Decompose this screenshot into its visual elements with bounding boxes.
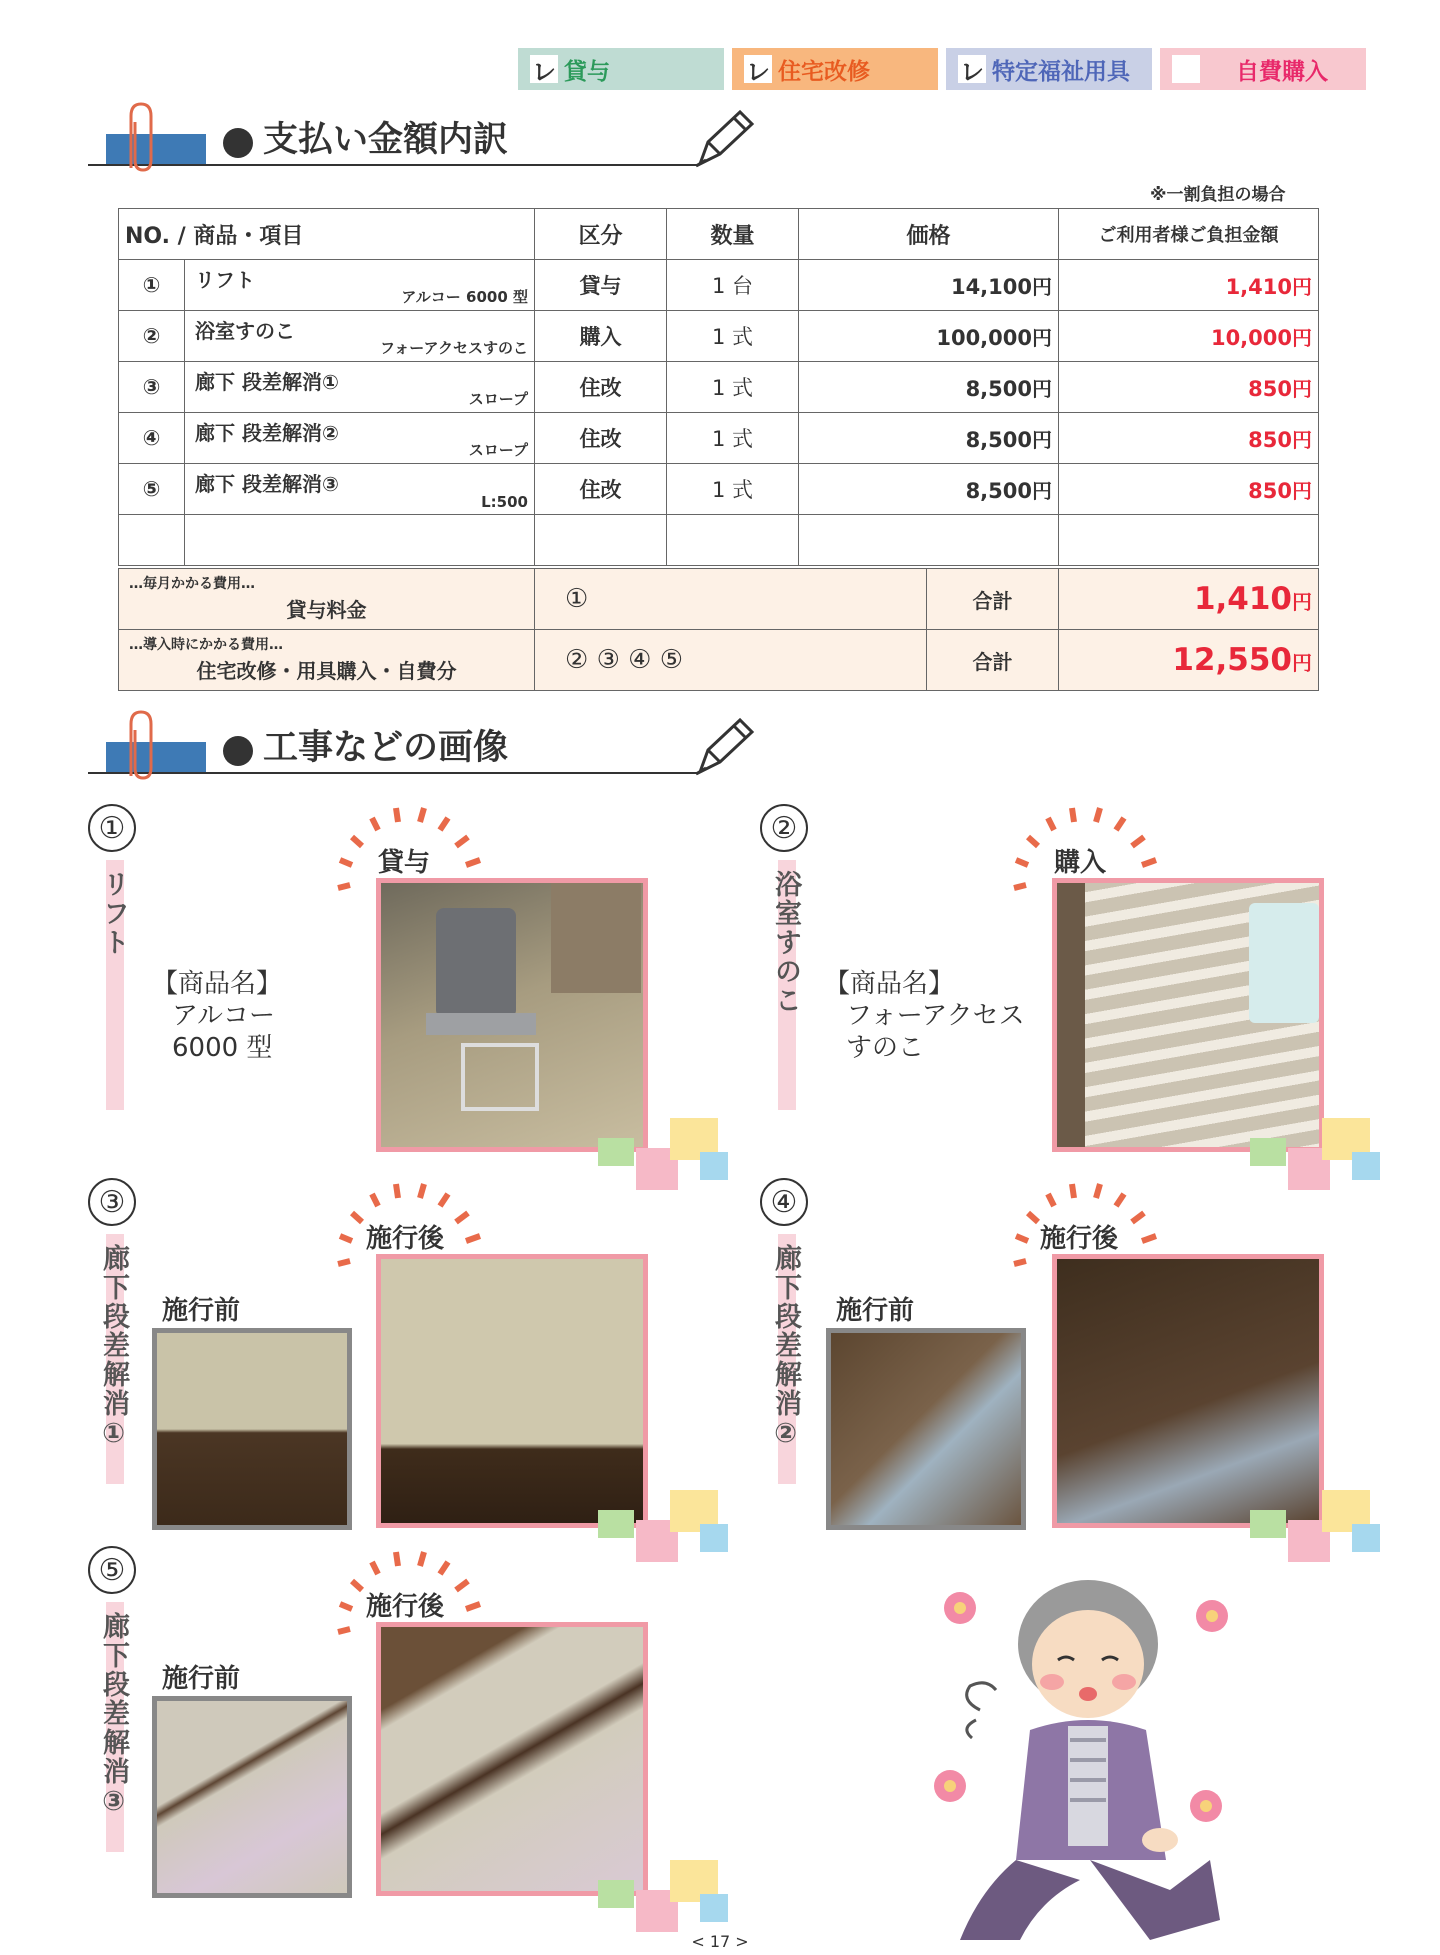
- section-title: 支払い金額内訳: [263, 120, 509, 160]
- photo-before: [826, 1328, 1026, 1530]
- item-number: ③: [88, 1178, 136, 1226]
- row-price: 8,500: [965, 478, 1032, 503]
- row-quantity: 1 式: [667, 311, 799, 362]
- summary-total-cell: [1059, 569, 1319, 630]
- photo-tag: 施行後: [366, 1224, 445, 1254]
- tag-label: 住宅改修: [778, 58, 870, 85]
- before-label: 施行前: [162, 1664, 241, 1694]
- row-category: 購入: [535, 311, 667, 362]
- yen-unit: 円: [1032, 478, 1052, 503]
- product-name-line: フォーアクセス: [846, 1001, 1025, 1031]
- header-price: 価格: [799, 209, 1059, 260]
- summary-items: ①: [535, 569, 927, 630]
- summary-total-cell: [1059, 630, 1319, 691]
- tag-label: 特定福祉用具: [992, 58, 1130, 85]
- photo-before: [152, 1696, 352, 1898]
- product-name-line: すのこ: [846, 1033, 925, 1063]
- yen-unit: 円: [1292, 590, 1312, 614]
- yen-unit: 円: [1292, 325, 1312, 350]
- row-burden-cell: [1059, 464, 1319, 515]
- photo-tag: 購入: [1054, 848, 1107, 878]
- row-burden: 850: [1248, 478, 1292, 503]
- deco-squares: [598, 1108, 728, 1198]
- before-label: 施行前: [836, 1296, 915, 1326]
- row-price-cell: [799, 413, 1059, 464]
- yen-unit: 円: [1032, 325, 1052, 350]
- deco-squares: [1250, 1480, 1380, 1570]
- section-title: 工事などの画像: [263, 728, 509, 768]
- yen-unit: 円: [1292, 478, 1312, 503]
- row-number: ②: [119, 311, 185, 362]
- row-sub: スロープ: [468, 441, 528, 459]
- product-name-line: 6000 型: [172, 1033, 273, 1063]
- section-header-payment: [88, 110, 698, 170]
- row-name-cell: [185, 311, 535, 362]
- deco-squares: [598, 1850, 728, 1940]
- row-name-cell: [185, 260, 535, 311]
- before-label: 施行前: [162, 1296, 241, 1326]
- product-name-line: アルコー: [172, 1001, 275, 1031]
- row-burden: 850: [1248, 427, 1292, 452]
- row-burden: 1,410: [1225, 274, 1292, 299]
- pen-icon: [690, 108, 760, 170]
- row-sub: アルコー 6000 型: [401, 288, 528, 306]
- row-name: 廊下 段差解消①: [195, 370, 339, 394]
- table-row: [119, 260, 1319, 311]
- tag-housing-renovation: [732, 48, 938, 90]
- tag-rental: [518, 48, 724, 90]
- header-category: 区分: [535, 209, 667, 260]
- row-quantity: 1 式: [667, 464, 799, 515]
- yen-unit: 円: [1292, 427, 1312, 452]
- row-burden: 10,000: [1210, 325, 1292, 350]
- header-burden: ご利用者様ご負担金額: [1059, 209, 1319, 260]
- row-price: 100,000: [936, 325, 1032, 350]
- summary-table: [118, 568, 1319, 691]
- bullet-icon: [223, 736, 253, 766]
- section-header-images: [88, 718, 698, 778]
- item-vertical-label: 廊下段差解消③: [98, 1612, 129, 1819]
- summary-row-monthly: [119, 569, 1319, 630]
- row-category: 貸与: [535, 260, 667, 311]
- row-price: 8,500: [965, 376, 1032, 401]
- summary-label-small: …導入時にかかる費用…: [129, 637, 283, 653]
- photo-tag: 施行後: [366, 1592, 445, 1622]
- yen-unit: 円: [1292, 651, 1312, 675]
- table-row: [119, 413, 1319, 464]
- yen-unit: 円: [1032, 427, 1052, 452]
- summary-label: 貸与料金: [286, 598, 367, 622]
- row-burden-cell: [1059, 311, 1319, 362]
- row-number: ⑤: [119, 464, 185, 515]
- check-box: [1172, 55, 1200, 83]
- row-name-cell: [185, 362, 535, 413]
- row-quantity: 1 式: [667, 413, 799, 464]
- row-price-cell: [799, 260, 1059, 311]
- summary-total-label: 合計: [927, 569, 1059, 630]
- row-name-cell: [185, 413, 535, 464]
- check-box: レ: [958, 55, 986, 83]
- summary-label: 住宅改修・用具購入・自費分: [196, 659, 457, 683]
- summary-row-initial: [119, 630, 1319, 691]
- row-category: 住改: [535, 413, 667, 464]
- table-header-row: [119, 209, 1319, 260]
- check-box: レ: [744, 55, 772, 83]
- item-vertical-label: リフト: [98, 870, 129, 957]
- tag-label: 貸与: [564, 58, 610, 85]
- row-quantity: 1 台: [667, 260, 799, 311]
- yen-unit: 円: [1032, 274, 1052, 299]
- summary-label-cell: [119, 569, 535, 630]
- row-category: 住改: [535, 464, 667, 515]
- row-name: リフト: [195, 268, 255, 292]
- row-burden-cell: [1059, 362, 1319, 413]
- yen-unit: 円: [1032, 376, 1052, 401]
- header-item: NO. / 商品・項目: [119, 209, 535, 260]
- item-vertical-label: 廊下段差解消①: [98, 1244, 129, 1451]
- row-burden-cell: [1059, 413, 1319, 464]
- row-sub: L:500: [481, 493, 528, 511]
- deco-squares: [1250, 1108, 1380, 1198]
- row-price: 8,500: [965, 427, 1032, 452]
- row-burden: 850: [1248, 376, 1292, 401]
- table-row-empty: [119, 515, 1319, 566]
- photo-tag: 貸与: [378, 848, 431, 878]
- row-price-cell: [799, 464, 1059, 515]
- paperclip-icon: [116, 706, 166, 786]
- row-burden-cell: [1059, 260, 1319, 311]
- item-number: ②: [760, 804, 808, 852]
- row-sub: スロープ: [468, 390, 528, 408]
- table-row: [119, 362, 1319, 413]
- elderly-woman-illustration: [920, 1560, 1250, 1950]
- summary-label-cell: [119, 630, 535, 691]
- summary-total-label: 合計: [927, 630, 1059, 691]
- summary-label-small: …毎月かかる費用…: [129, 576, 255, 592]
- row-number: ③: [119, 362, 185, 413]
- product-label: 【商品名】: [152, 969, 283, 999]
- photo-before: [152, 1328, 352, 1530]
- row-price-cell: [799, 311, 1059, 362]
- row-name: 廊下 段差解消②: [195, 421, 339, 445]
- page-number: < 17 >: [691, 1932, 749, 1951]
- row-quantity: 1 式: [667, 362, 799, 413]
- summary-total: 12,550: [1172, 642, 1292, 678]
- item-vertical-label: 浴室すのこ: [770, 870, 801, 1015]
- pen-icon: [690, 716, 760, 778]
- summary-items: ② ③ ④ ⑤: [535, 630, 927, 691]
- bullet-icon: [223, 128, 253, 158]
- item-number: ⑤: [88, 1546, 136, 1594]
- row-price-cell: [799, 362, 1059, 413]
- payment-table: [118, 208, 1319, 566]
- row-category: 住改: [535, 362, 667, 413]
- photo-tag: 施行後: [1040, 1224, 1119, 1254]
- tag-self-purchase: [1160, 48, 1366, 90]
- burden-note: ※一割負担の場合: [1150, 185, 1286, 205]
- row-price: 14,100: [950, 274, 1032, 299]
- product-label: 【商品名】: [824, 969, 955, 999]
- tag-label: 自費購入: [1236, 58, 1328, 85]
- tag-welfare-equipment: [946, 48, 1152, 90]
- table-row: [119, 311, 1319, 362]
- summary-total: 1,410: [1193, 581, 1292, 617]
- row-number: ④: [119, 413, 185, 464]
- row-name: 廊下 段差解消③: [195, 472, 339, 496]
- deco-squares: [598, 1480, 728, 1570]
- yen-unit: 円: [1292, 376, 1312, 401]
- item-vertical-label: 廊下段差解消②: [770, 1244, 801, 1451]
- item-number: ①: [88, 804, 136, 852]
- row-name: 浴室すのこ: [195, 319, 295, 343]
- item-number: ④: [760, 1178, 808, 1226]
- check-box: レ: [530, 55, 558, 83]
- row-sub: フォーアクセスすのこ: [379, 339, 528, 357]
- paperclip-icon: [116, 98, 166, 178]
- header-quantity: 数量: [667, 209, 799, 260]
- yen-unit: 円: [1292, 274, 1312, 299]
- row-name-cell: [185, 464, 535, 515]
- row-number: ①: [119, 260, 185, 311]
- table-row: [119, 464, 1319, 515]
